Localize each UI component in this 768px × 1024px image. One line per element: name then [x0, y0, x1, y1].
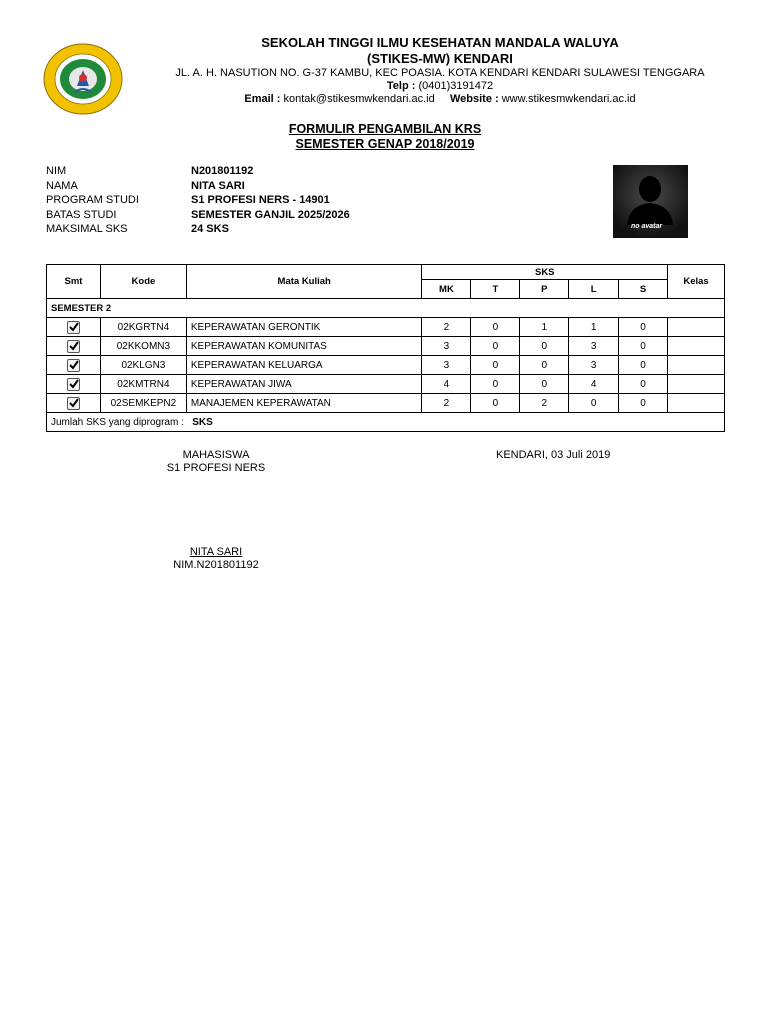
- course-code: 02KLGN3: [100, 356, 186, 375]
- avatar-caption: no avatar: [631, 223, 663, 230]
- course-checkbox[interactable]: [67, 321, 80, 334]
- signature-nim: NIM.N201801192: [173, 559, 259, 571]
- course-mk: 4: [422, 375, 471, 394]
- course-checkbox[interactable]: [67, 359, 80, 372]
- course-t: 0: [471, 356, 520, 375]
- header-sks: SKS: [422, 265, 668, 280]
- table-row: [47, 394, 725, 413]
- header-mata-kuliah: Mata Kuliah: [186, 265, 422, 299]
- course-s: 0: [619, 356, 668, 375]
- checkmark-icon: [68, 340, 80, 352]
- website-value: www.stikesmwkendari.ac.id: [501, 93, 636, 105]
- course-t: 0: [471, 318, 520, 337]
- course-l: 3: [569, 356, 619, 375]
- course-t: 0: [471, 375, 520, 394]
- course-name: KEPERAWATAN KELUARGA: [186, 356, 422, 375]
- course-kelas: [668, 394, 725, 413]
- header-mk: MK: [422, 280, 471, 299]
- course-code: 02KGRTN4: [100, 318, 186, 337]
- course-name: KEPERAWATAN KOMUNITAS: [186, 337, 422, 356]
- course-l: 1: [569, 318, 619, 337]
- course-l: 4: [569, 375, 619, 394]
- header-p: P: [520, 280, 569, 299]
- school-logo: [42, 42, 124, 116]
- course-code: 02SEMKEPN2: [100, 394, 186, 413]
- nim-value: N201801192: [191, 165, 254, 177]
- row-checkbox-cell[interactable]: [47, 318, 101, 337]
- course-t: 0: [471, 394, 520, 413]
- course-name: MANAJEMEN KEPERAWATAN: [186, 394, 422, 413]
- checkmark-icon: [68, 359, 80, 371]
- course-s: 0: [619, 394, 668, 413]
- signature-prodi: S1 PROFESI NERS: [166, 462, 266, 474]
- student-avatar: [613, 165, 688, 238]
- institution-telp: [140, 80, 740, 92]
- header-t: T: [471, 280, 520, 299]
- email-label: Email :: [244, 93, 281, 105]
- student-info: [0, 164, 600, 244]
- prodi-value: S1 PROFESI NERS - 14901: [191, 194, 330, 206]
- nama-value: NITA SARI: [191, 179, 245, 192]
- course-s: 0: [619, 337, 668, 356]
- course-kelas: [668, 318, 725, 337]
- header-kelas: Kelas: [668, 265, 725, 299]
- course-checkbox[interactable]: [67, 397, 80, 410]
- website-label: Website :: [449, 93, 499, 105]
- institution-abbrev: (STIKES-MW) KENDARI: [367, 51, 513, 66]
- course-kelas: [668, 375, 725, 394]
- course-checkbox[interactable]: [67, 340, 80, 353]
- max-sks-label: MAKSIMAL SKS: [46, 223, 128, 235]
- course-l: 3: [569, 337, 619, 356]
- course-mk: 2: [422, 394, 471, 413]
- course-s: 0: [619, 318, 668, 337]
- course-code: 02KKOMN3: [100, 337, 186, 356]
- header-kode: Kode: [100, 265, 186, 299]
- total-row: [47, 413, 725, 432]
- institution-contact: [140, 93, 740, 105]
- semester-label: SEMESTER 2: [47, 299, 725, 318]
- course-name: KEPERAWATAN JIWA: [186, 375, 422, 394]
- nama-label: NAMA: [46, 179, 78, 192]
- header-l: L: [569, 280, 619, 299]
- course-name: KEPERAWATAN GERONTIK: [186, 318, 422, 337]
- institution-address: JL. A. H. NASUTION NO. G-37 KAMBU, KEC POASIA. KOTA KENDARI KENDARI SULAWESI TENGGARA: [175, 67, 705, 79]
- table-row: [47, 375, 725, 394]
- course-code: 02KMTRN4: [100, 375, 186, 394]
- checkmark-icon: [68, 321, 80, 333]
- course-s: 0: [619, 375, 668, 394]
- course-mk: 3: [422, 356, 471, 375]
- course-p: 1: [520, 318, 569, 337]
- header-smt: Smt: [47, 265, 101, 299]
- semester-row: [47, 299, 725, 318]
- course-mk: 3: [422, 337, 471, 356]
- header-s: S: [619, 280, 668, 299]
- telp-label: Telp :: [386, 80, 416, 92]
- row-checkbox-cell[interactable]: [47, 356, 101, 375]
- row-checkbox-cell[interactable]: [47, 394, 101, 413]
- course-checkbox[interactable]: [67, 378, 80, 391]
- course-p: 0: [520, 337, 569, 356]
- prodi-label: PROGRAM STUDI: [46, 194, 139, 206]
- signature-name: NITA SARI: [189, 546, 243, 558]
- nim-label: NIM: [46, 165, 67, 177]
- institution-name: SEKOLAH TINGGI ILMU KESEHATAN MANDALA WALUYA: [261, 35, 619, 50]
- checkmark-icon: [68, 397, 80, 409]
- batas-value: SEMESTER GANJIL 2025/2026: [191, 208, 350, 221]
- total-value: SKS: [192, 416, 213, 428]
- krs-table: [46, 264, 725, 432]
- table-row: [47, 318, 725, 337]
- max-sks-value: 24 SKS: [191, 223, 229, 235]
- form-title: FORMULIR PENGAMBILAN KRS: [288, 122, 482, 136]
- table-header-row: [47, 265, 725, 280]
- course-p: 0: [520, 375, 569, 394]
- batas-label: BATAS STUDI: [46, 208, 117, 221]
- course-t: 0: [471, 337, 520, 356]
- course-p: 0: [520, 356, 569, 375]
- row-checkbox-cell[interactable]: [47, 375, 101, 394]
- checkmark-icon: [68, 378, 80, 390]
- course-kelas: [668, 356, 725, 375]
- course-mk: 2: [422, 318, 471, 337]
- email-value: kontak@stikesmwkendari.ac.id: [283, 93, 435, 105]
- form-subtitle: SEMESTER GENAP 2018/2019: [295, 137, 475, 151]
- course-p: 2: [520, 394, 569, 413]
- course-kelas: [668, 337, 725, 356]
- table-row: [47, 337, 725, 356]
- row-checkbox-cell[interactable]: [47, 337, 101, 356]
- total-label: Jumlah SKS yang diprogram :: [51, 416, 184, 428]
- total-cell: [47, 413, 725, 432]
- table-row: [47, 356, 725, 375]
- signature-role: MAHASISWA: [182, 449, 250, 461]
- signature-place-date: KENDARI, 03 Juli 2019: [496, 449, 611, 461]
- course-l: 0: [569, 394, 619, 413]
- telp-value: (0401)3191472: [418, 80, 494, 92]
